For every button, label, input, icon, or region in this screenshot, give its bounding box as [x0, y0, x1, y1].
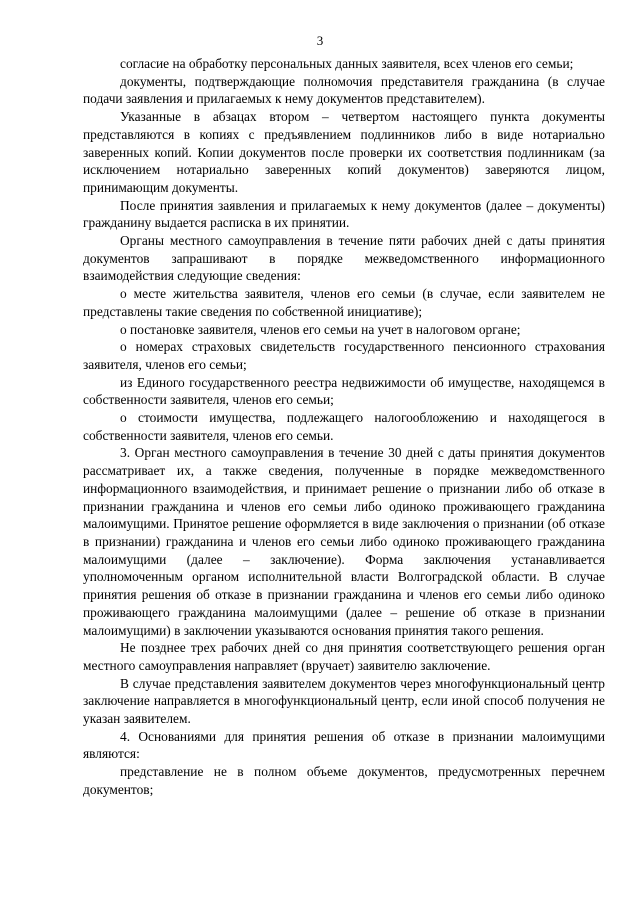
- document-body: [83, 55, 605, 799]
- paragraph-real-estate-registry: из Единого государственного реестра недвижимости об имуществе, находящемся в собственности заявителя, членов его семьи;: [83, 374, 605, 408]
- paragraph-consent: согласие на обработку персональных данных заявителя, всех членов его семьи;: [120, 56, 574, 71]
- paragraph-tax-registration: о постановке заявителя, членов его семьи на учет в налоговом органе;: [120, 321, 521, 337]
- paragraph-mfc-delivery: В случае представления заявителем документов через многофункциональный центр заключение направляется в многофункциональный центр, если иной способ получения не указан заявителем.: [83, 675, 605, 727]
- paragraph-section-3: 3. Орган местного самоуправления в течение 30 дней с даты принятия документов рассматривает их, а также сведения, полученные в порядке межведомственного информационного взаимодействия, и принимает решение о признании либо об отказе в признании гражданина и членов его семьи либо одиноко проживающего гражданина малоимущими. Принятое решение оформляется в виде заключения о признании (об отказе в признании) гражданина и членов его семьи либо одиноко проживающего гражданина малоимущими (далее – заключение). Форма заключения устанавливается уполномоченным органом исполнительной власти Волгоградской области. В случае принятия решения об отказе в признании гражданина и членов его семьи либо одиноко проживающего гражданина малоимущими (далее – решение об отказе в признании малоимущими) в заключении указываются основания принятия такого решения.: [83, 445, 605, 638]
- paragraph-pension-certificates: о номерах страховых свидетельств государственного пенсионного страхования заявителя, членов его семьи;: [83, 339, 605, 372]
- paragraph-property-value: о стоимости имущества, подлежащего налогообложению и находящегося в собственности заявителя, членов его семьи.: [83, 410, 605, 443]
- paragraph-copies: Указанные в абзацах втором – четвертом настоящего пункта документы представляются в копиях с предъявлением подлинников либо в виде нотариально заверенных копий. Копии документов после проверки их соответствия подлинникам (за исключением нотариально заверенных копий документов) заверяются лицом, принимающим документы.: [83, 109, 605, 195]
- paragraph-residence: о месте жительства заявителя, членов его семьи (в случае, если заявителем не представлены такие сведения по собственной инициативе);: [83, 286, 605, 319]
- paragraph-receipt: После принятия заявления и прилагаемых к нему документов (далее – документы) гражданину выдается расписка в их принятии.: [83, 197, 605, 231]
- page-number: 3: [316, 33, 324, 48]
- paragraph-representative-docs: документы, подтверждающие полномочия представителя гражданина (в случае подачи заявления и прилагаемых к нему документов представителем).: [83, 73, 605, 107]
- paragraph-interagency-request: Органы местного самоуправления в течение пяти рабочих дней с даты принятия документов запрашивают в порядке межведомственного информационного взаимодействия следующие сведения:: [83, 233, 605, 284]
- paragraph-section-4: 4. Основаниями для принятия решения об отказе в признании малоимущими являются:: [83, 728, 605, 762]
- paragraph-notification: Не позднее трех рабочих дней со дня принятия соответствующего решения орган местного самоуправления направляет (вручает) заявителю заключение.: [83, 640, 605, 673]
- paragraph-incomplete-docs: представление не в полном объеме документов, предусмотренных перечнем документов;: [83, 764, 605, 797]
